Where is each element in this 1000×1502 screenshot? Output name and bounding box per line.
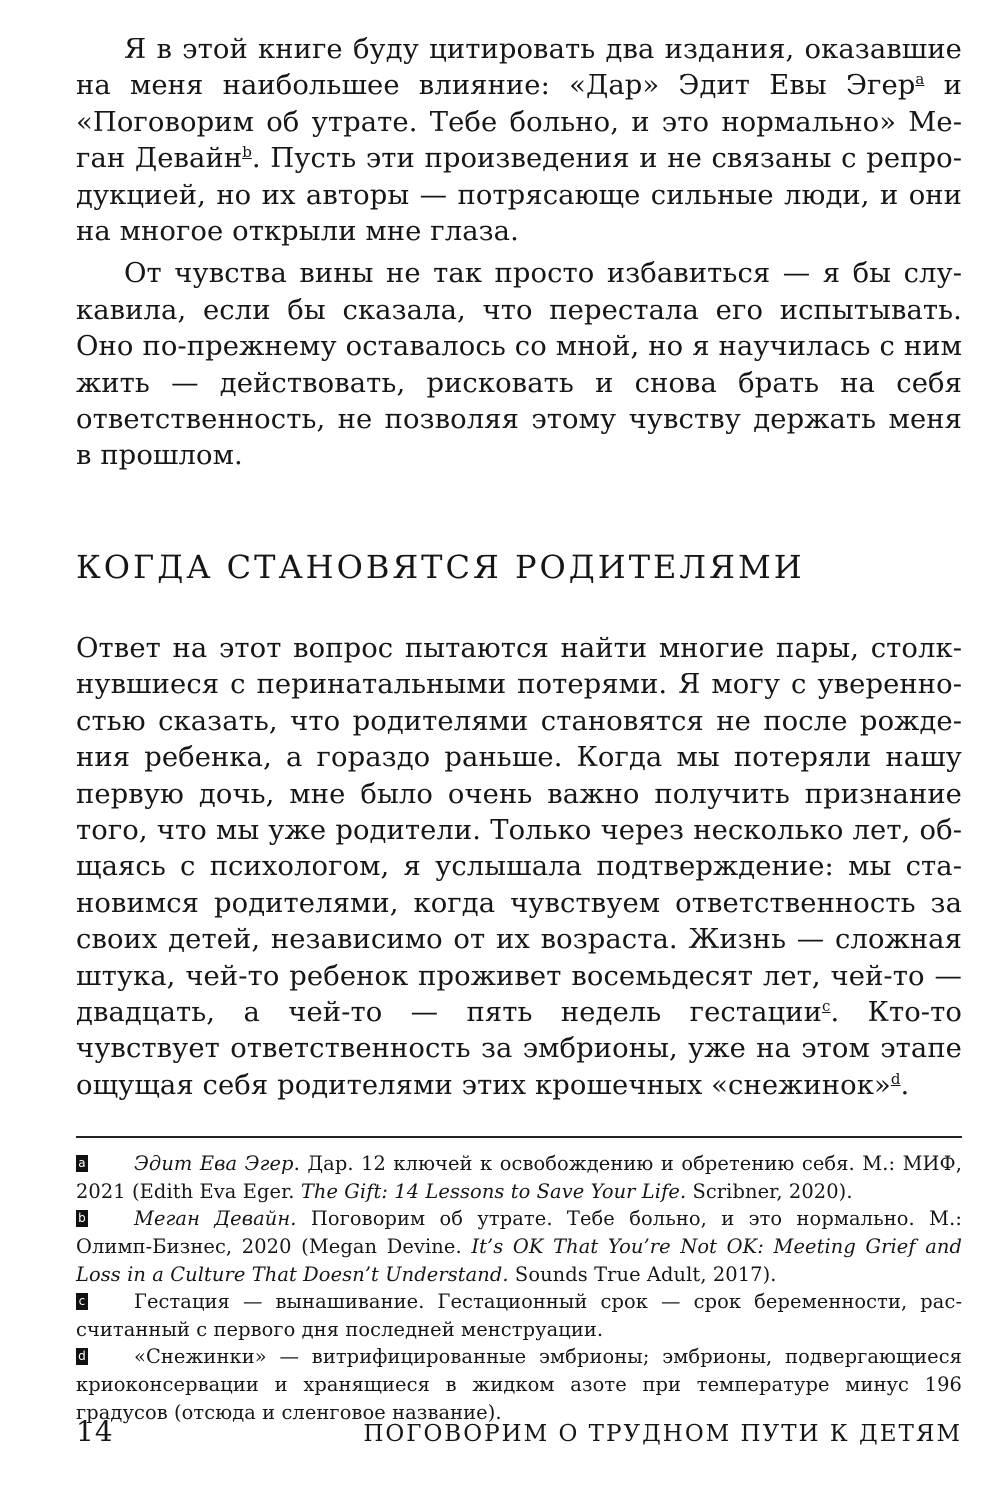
footnote-author: Эдит Ева Эгер.: [134, 1152, 300, 1176]
paragraph-text: и «Поговорим об утрате. Тебе больно, и это нормально» Меган Девайн: [76, 70, 962, 175]
footnote-marker-a: a: [76, 1155, 88, 1172]
footnote-text: Sounds True Adult, 2017).: [508, 1262, 777, 1286]
footnote-text: Гестация — вынашивание. Гестационный срок — срок беременности, рассчитанный с первого дня последней менструации.: [76, 1290, 962, 1341]
footnote-marker-d: d: [76, 1348, 88, 1365]
footnote-c: [76, 1288, 962, 1343]
paragraph-text: .: [900, 1069, 910, 1101]
footnote-text: «Снежинки» — витрифицированные эмбрионы; эмбрионы, подвергающиеся криоконсервации и хранящиеся в жидком азоте при температуре минус 196 градусов (отсюда и сленговое название).: [76, 1345, 962, 1424]
footnote-text: Scribner, 2020).: [686, 1179, 853, 1203]
page-content: [76, 32, 962, 1426]
footnote-marker-b: b: [76, 1210, 88, 1227]
footnote-d: [76, 1343, 962, 1426]
footnote-text: Дар. 12 ключей к освобождению и обретению себя. М.: МИФ, 2021 (Edith Eva Eger.: [76, 1152, 962, 1203]
footnote-text: Поговорим об утрате. Тебе больно, и это нормально. М.: Олимп-Бизнес, 2020 (Megan Devine.: [76, 1207, 962, 1258]
footnote-b: [76, 1205, 962, 1288]
page-number: 14: [76, 1415, 114, 1448]
footnote-title-en: The Gift: 14 Lessons to Save Your Life.: [300, 1179, 687, 1203]
footnote-author: Меган Девайн.: [134, 1207, 297, 1231]
footnote-ref-a[interactable]: a: [915, 70, 925, 89]
footnote-marker-c: c: [76, 1293, 88, 1310]
footnote-title-en: It’s OK That You’re Not OK: Meeting Grief and Loss in a Culture That Doesn’t Understand.: [76, 1234, 962, 1286]
footnote-ref-c[interactable]: c: [821, 996, 831, 1015]
page-footer: [76, 1415, 962, 1448]
footnote-a: [76, 1150, 962, 1205]
section-body-paragraph: [76, 631, 962, 1104]
footnote-ref-b[interactable]: b: [242, 143, 252, 162]
section-heading: КОГДА СТАНОВЯТСЯ РОДИТЕЛЯМИ: [76, 547, 805, 586]
paragraph-citations: [76, 32, 962, 250]
footnote-ref-d[interactable]: d: [890, 1069, 901, 1088]
paragraph-text: . Кто-то чувствует ответственность за эмбрионы, уже на этом этапе ощущая себя родителями этих крошечных «снежинок»: [76, 996, 962, 1101]
footnotes-block: [76, 1136, 962, 1426]
paragraph-text: . Пусть эти произведения и не связаны с репродукцией, но их авторы — потрясающе сильные люди, и они на многое открыли мне глаза.: [76, 143, 962, 248]
paragraph-text: Ответ на этот вопрос пытаются найти многие пары, столкнувшиеся с перинатальными потерями. Я могу с уверенностью сказать, что родителями становятся не после рождения ребенка, а гораздо раньше. Когда мы потеряли нашу первую дочь, мне было очень важно получить признание того, что мы уже родители. Только через несколько лет, общаясь с психологом, я услышала подтверждение: мы становимся родителями, когда чувствуем ответственность за своих детей, независимо от их возраста. Жизнь — сложная штука, чей-то ребенок проживет восемьдесят лет, чей-то — двадцать, а чей-то — пять недель гестации: [76, 632, 962, 1028]
running-title: ПОГОВОРИМ О ТРУДНОМ ПУТИ К ДЕТЯМ: [363, 1421, 962, 1447]
paragraph-text: Я в этой книге буду цитировать два издания, оказавшие на меня наибольшее влияние: «Дар» Эдит Евы Эгер: [76, 34, 962, 102]
paragraph-guilt: От чувства вины не так просто избавиться — я бы слукавила, если бы сказала, что перестала его испытывать. Оно по-прежнему оставалось со мной, но я научилась с ним жить — действовать, рисковать и снова брать на себя ответственность, не позволяя этому чувству держать меня в прошлом.: [76, 258, 962, 472]
